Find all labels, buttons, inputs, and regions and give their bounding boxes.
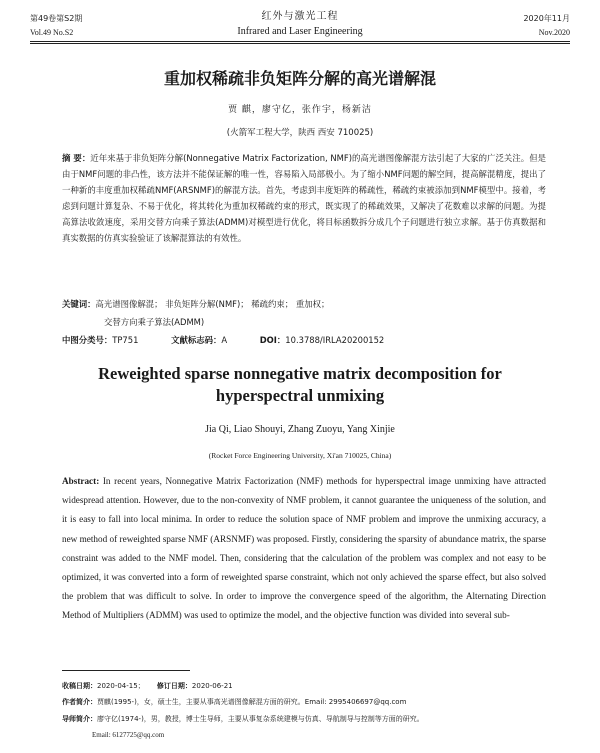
doc-code-value: A <box>221 335 228 345</box>
affiliation-cn: (火箭军工程大学，陕西 西安 710025) <box>226 128 374 138</box>
header-rule <box>30 41 570 42</box>
abstract-en-text: In recent years, Nonnegative Matrix Factorization (NMF) methods for hyperspectral image unmixing have attracted widespread attention. However, due to the non-convexity of NMF problem, it cannot guarantee the uniqueness of the solution, and it is easy to fall into local minima. In order to reduce the solution space of NMF problem and improve the unmixing accuracy, a new method of reweighted sparse NMF (ARSNMF) was proposed. Firstly, considering the sparsity of abundance matrix, the sparse constraint was added to the NMF model. Then, considering that the calculation of the problem was complex and not easy to be optimized, it was converted into a form of reweighted sparse constraint, which not only achieved the sparse effect, but also solved the problem that was difficult to solve. In order to improve the convergence speed of the algorithm, the Alternating Direction Method of Multipliers (ADMM) was used to optimize the model, and the objective function was divided into several sub- <box>62 476 547 621</box>
advisor-email: Email: 6127725@qq.com <box>92 731 165 739</box>
title-en-line2: hyperspectral unmixing <box>215 386 385 405</box>
header-volume-cn: 第49卷第S2期 <box>30 14 83 23</box>
author-bio-label: 作者简介： <box>62 698 97 706</box>
title-en-line1: Reweighted sparse nonnegative matrix decomposition for <box>98 364 502 383</box>
revised-label: 修订日期： <box>156 682 192 690</box>
abstract-cn <box>62 150 546 246</box>
authors-cn: 贾 麒，廖守亿，张作宇，杨新洁 <box>228 105 372 115</box>
author-bio: 贾麒(1995-)，女，硕士生，主要从事高光谱图像解混方面的研究。Email: 2995406697@qq.com <box>97 698 407 706</box>
header-volume-en: Vol.49 No.S2 <box>30 28 74 37</box>
doi-value: 10.3788/IRLA20200152 <box>285 335 385 345</box>
keywords-cn-line2: 交替方向乘子算法(ADMM) <box>104 317 205 327</box>
doi-label: DOI： <box>259 335 286 345</box>
header-rule-thin <box>30 43 570 44</box>
title-cn: 重加权稀疏非负矩阵分解的高光谱解混 <box>163 69 436 88</box>
footnote-rule <box>62 670 190 671</box>
doc-code-label: 文献标志码： <box>171 335 222 345</box>
received-label: 收稿日期： <box>62 682 97 690</box>
clc-value: TP751 <box>112 335 139 345</box>
authors-en: Jia Qi, Liao Shouyi, Zhang Zuoyu, Yang Xinjie <box>205 424 395 435</box>
header-date-cn: 2020年11月 <box>523 14 570 23</box>
keywords-cn-line1: 高光谱图像解混； 非负矩阵分解(NMF)； 稀疏约束； 重加权； <box>95 299 330 309</box>
footnote-dates <box>62 680 233 692</box>
advisor-bio: 廖守亿(1974-)，男，教授，博士生导师，主要从事复杂系统建模与仿真、导航制导与控制等方面的研究。 <box>97 715 424 723</box>
revised-date: 2020-06-21 <box>191 682 233 690</box>
abstract-en <box>62 472 546 626</box>
keywords-cn-label: 关键词： <box>62 299 96 309</box>
header-journal-cn: 红外与激光工程 <box>261 11 339 22</box>
classification-line <box>62 332 384 348</box>
keywords-cn <box>62 296 546 312</box>
abstract-cn-text: 近年来基于非负矩阵分解(Nonnegative Matrix Factorization, NMF)的高光谱图像解混方法引起了大家的广泛关注。但是由于NMF问题的非凸性，该方法并不能保证解的唯一性，容易陷入局部极小。为了缩小NMF问题的解空间，提高解混精度，提出了一种新的丰度重加权稀疏NMF(ARSNMF)的解混方法。首先，考虑到丰度矩阵的稀疏性，稀疏约束被添加到NMF模型中。接着，考虑到问题计算复杂、不易于优化，将其转化为重加权稀疏约束的形式，既实现了的稀疏效果，又解决了花数难以求解的问题。为提高算法收敛速度，采用交替方向乘子算法(ADMM)对模型进行优化，将目标函数拆分成几个子问题进行独立求解。基于仿真数据和真实数据的仿真实验验证了该解混算法的有效性。 <box>62 153 547 243</box>
abstract-cn-label: 摘 要： <box>62 153 91 163</box>
header-date-en: Nov.2020 <box>538 28 570 37</box>
affiliation-en: (Rocket Force Engineering University, Xi'an 710025, China) <box>208 451 392 460</box>
advisor-bio-label: 导师简介： <box>62 715 97 723</box>
footnote-advisor <box>62 713 424 725</box>
header-journal-en: Infrared and Laser Engineering <box>237 26 363 37</box>
footnote-author <box>62 696 406 708</box>
abstract-en-label: Abstract: <box>62 476 100 486</box>
received-date: 2020-04-15； <box>97 682 145 690</box>
clc-label: 中图分类号： <box>62 335 113 345</box>
